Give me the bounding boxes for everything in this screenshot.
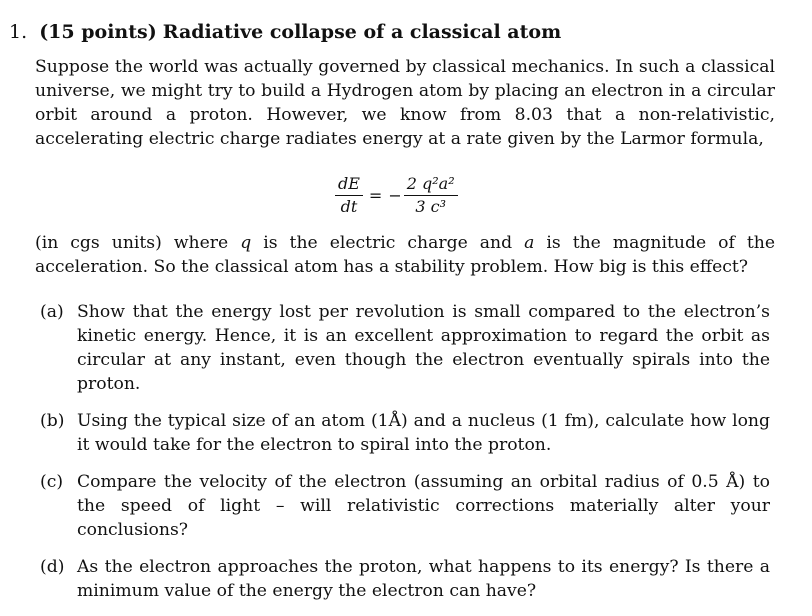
variable-q: q xyxy=(240,233,252,253)
problem-heading xyxy=(9,18,561,46)
problem-intro-paragraph: Suppose the world was actually governed by classical mechanics. In such a classical universe, we might try to build a Hydrogen atom by placing an electron in a circular orbit around a proton. However, we know from 8.03 that a non-relativistic, accelerating electric charge radiates energy at a rate given by the Larmor formula, xyxy=(35,57,775,149)
subquestion-label: (a) xyxy=(40,302,64,322)
subquestion-text: Compare the velocity of the electron (assuming an orbital radius of 0.5 Å) to the speed of light – will relativistic corrections materially alter your conclusions? xyxy=(77,472,770,540)
rhs-fraction xyxy=(404,173,458,218)
subquestion-text: As the electron approaches the proton, what happens to its energy? Is there a minimum value of the energy the electron can have? xyxy=(77,557,770,601)
followup-text-1: (in cgs units) where xyxy=(35,233,241,253)
equals-sign: = xyxy=(368,185,383,205)
problem-points: (15 points) xyxy=(39,21,157,43)
subquestion-label: (b) xyxy=(40,411,65,431)
variable-a: a xyxy=(524,233,535,253)
subquestion-b xyxy=(40,409,770,457)
subquestion-c xyxy=(40,470,770,542)
subquestion-a xyxy=(40,300,770,396)
lhs-numerator: dE xyxy=(335,173,363,196)
lhs-fraction xyxy=(335,173,363,218)
minus-sign: − xyxy=(388,185,402,205)
subquestion-text: Show that the energy lost per revolution is small compared to the electron’s kinetic energy. Hence, it is an excellent approximation to regard the orbit as circular at any instant, even though the electron eventually spirals into the proton. xyxy=(77,302,770,394)
rhs-numerator: 2 q²a² xyxy=(404,173,458,196)
subquestion-label: (c) xyxy=(40,472,64,492)
larmor-formula xyxy=(335,168,458,222)
lhs-denominator: dt xyxy=(340,196,358,216)
subquestion-list xyxy=(40,300,770,616)
subquestion-d xyxy=(40,555,770,603)
subquestion-text: Using the typical size of an atom (1Å) and a nucleus (1 fm), calculate how long it would take for the electron to spiral into the proton. xyxy=(77,411,770,455)
subquestion-label: (d) xyxy=(40,557,65,577)
rhs-denominator: 3 c³ xyxy=(415,196,446,216)
followup-text-2: is the electric charge and xyxy=(251,233,525,253)
problem-number: 1. xyxy=(9,21,28,43)
problem-title: Radiative collapse of a classical atom xyxy=(162,21,562,43)
followup-text-3: is the magnitude of the acceleration. So the classical atom has a stability problem. How big is this effect? xyxy=(35,233,776,277)
problem-followup-paragraph xyxy=(35,231,775,279)
